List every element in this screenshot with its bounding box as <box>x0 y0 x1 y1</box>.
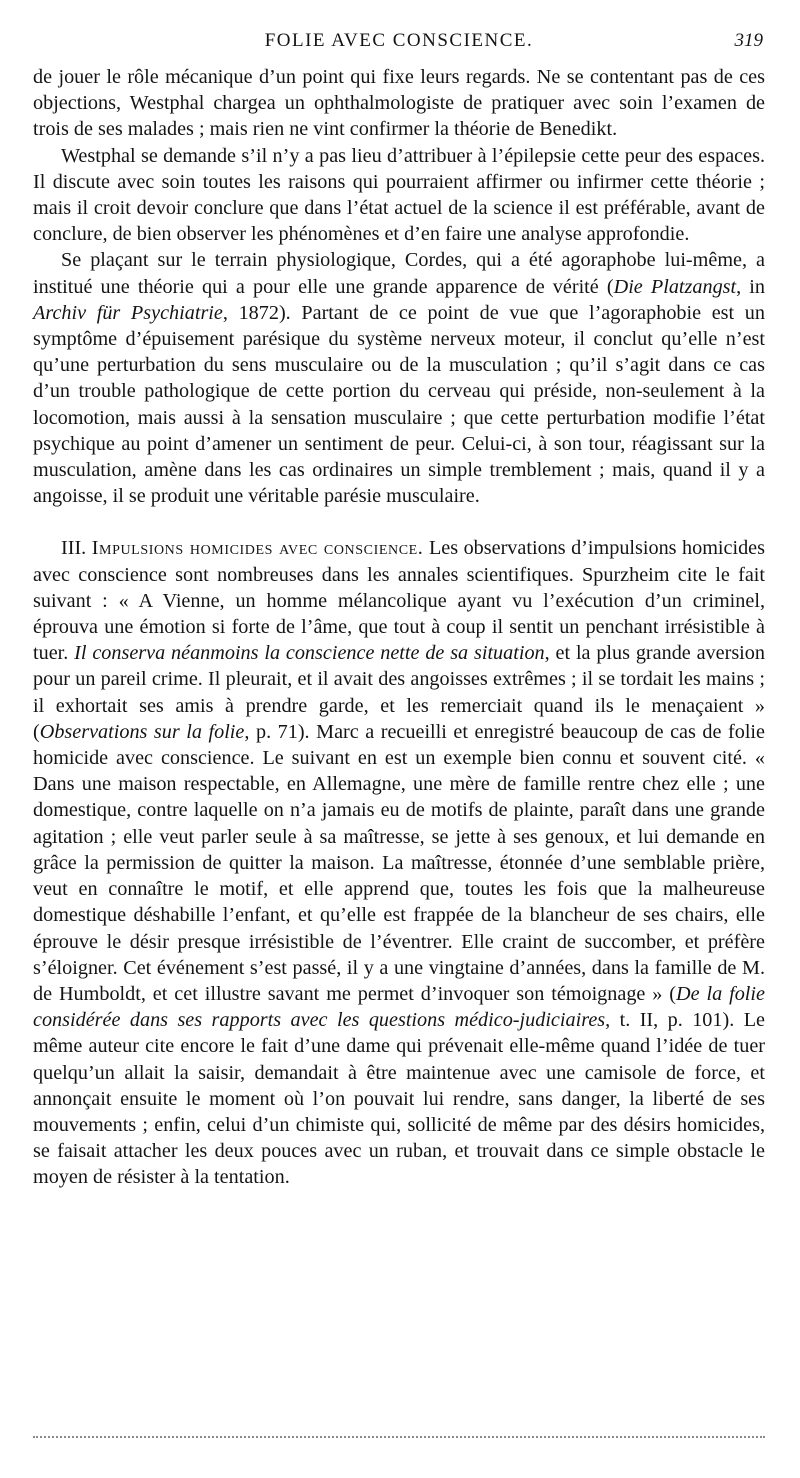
paragraph-2-text: Westphal se demande s’il n’y a pas lieu d’attribuer à l’épilepsie cette peur des espaces. Il discute avec soin toutes les raisons qui pourraient affirmer ou infirmer cette théorie ; mais il croit devoir conclure que dans l’état actuel de la science il est préférable, avant de conclure, de bien observer les phénomènes et d’en faire une analyse approfondie. <box>33 144 765 246</box>
citation-observations-sur-la-folie: Observations sur la folie <box>39 720 245 743</box>
emphasized-quote: Il conserva néanmoins la conscience nette de sa situation <box>74 642 545 665</box>
book-page <box>33 0 765 1478</box>
section-heading: Impulsions homicides avec conscience. <box>91 537 424 560</box>
footer-rule <box>33 1436 765 1438</box>
body-text <box>33 64 765 1191</box>
paragraph-3-text-a: Se plaçant sur le terrain physiologique, Cordes, qui a été agoraphobe lui-même, a institué une théorie qui a pour elle une grande apparence de vérité ( <box>33 249 765 298</box>
running-title: FOLIE AVEC CONSCIENCE. <box>264 30 534 51</box>
citation-archiv-fur-psychiatrie: Archiv für Psychiatrie <box>33 301 223 324</box>
paragraph-3-text-c: , 1872). Partant de ce point de vue que l’agoraphobie est un symptôme d’épuisement parésique du système nerveux moteur, il conclut qu’elle n’est qu’une perturbation du sens musculaire ou de la musculation ; qu’il s’agit dans ce cas d’un trouble pathologique de cette portion du cerveau qui préside, non-seulement à la locomotion, mais aussi à la sensation musculaire ; que cette perturbation modifie l’état psychique au point d’amener un sentiment de peur. Celui-ci, à son tour, réagissant sur la musculation, amène dans les cas ordinaires un simple tremblement ; mais, quand il y a angoisse, il se produit une véritable parésie musculaire. <box>33 301 765 508</box>
page-number: 319 <box>734 30 763 51</box>
paragraph-2 <box>33 143 765 248</box>
section-text-c: , p. 71). Marc a recueilli et enregistré beaucoup de cas de folie homicide avec conscience. Le suivant en est un exemple bien connu et souvent cité. « Dans une maison respectable, en Allemagne, une mère de famille rentre chez elle ; une domestique, contre laquelle on n’a jamais eu de motifs de plainte, paraît dans une grande agitation ; elle veut parler seule à sa maîtresse, se jette à ses genoux, et lui demande en grâce la permission de quitter la maison. La maîtresse, étonnée d’une semblable prière, veut en connaître le motif, et elle apprend que, toutes les fois que la malheureuse domestique déshabille l’enfant, et qu’elle est frappée de la blancheur de ses chairs, elle éprouve le désir presque irrésistible de l’éventrer. Elle craint de succomber, et préfère s’éloigner. Cet événement s’est passé, il y a une vingtaine d’années, dans la famille de M. de Humboldt, et cet illustre savant me permet d’invoquer son témoignage » ( <box>33 720 765 1005</box>
citation-die-platzangst: Die Platzangst <box>613 275 737 298</box>
paragraph-1-text: de jouer le rôle mécanique d’un point qui fixe leurs regards. Ne se contentant pas de ces objections, Westphal chargea un ophthalmologiste de pratiquer avec soin l’examen de trois de ses malades ; mais rien ne vint confirmer la théorie de Benedikt. <box>33 66 765 141</box>
section-iii-paragraph <box>33 535 765 1190</box>
paragraph-3-text-b: , in <box>736 275 765 298</box>
citation-de-la-folie-consideree: De la folie considérée dans ses rapports avec les questions médico-judiciaires <box>33 982 765 1032</box>
paragraph-3 <box>33 247 765 509</box>
section-text-d: , t. II, p. 101). Le même auteur cite encore le fait d’une dame qui prévenait elle-même quand l’idée de tuer quelqu’un allait la saisir, demandait à être maintenue avec une camisole de force, et annonçait ensuite le moment où l’on pouvait lui rendre, sans danger, la liberté de ses mouvements ; enfin, celui d’un chimiste qui, sollicité de même par des désirs homicides, se faisait attacher les deux pouces avec un ruban, et trouvait dans ce simple obstacle le moyen de résister à la tentation. <box>33 1009 765 1189</box>
section-text-b: , et la plus grande aversion pour un pareil crime. Il pleurait, et il avait des angoisses extrêmes ; il se tordait les mains ; il exhortait ses amis à prendre garde, et les remerciait quand ils le menaçaient » ( <box>33 642 765 743</box>
running-head <box>33 28 765 58</box>
paragraph-1 <box>33 64 765 143</box>
section-numeral: III. <box>61 537 87 560</box>
section-text-a: Les observations d’impulsions homicides avec conscience sont nombreuses dans les annales scientifiques. Spurzheim cite le fait suivant : « A Vienne, un homme mélancolique ayant vu l’exécution d’un criminel, éprouva une émotion si forte de l’âme, que tout à coup il sentit un penchant irrésistible à tuer. <box>33 537 765 665</box>
